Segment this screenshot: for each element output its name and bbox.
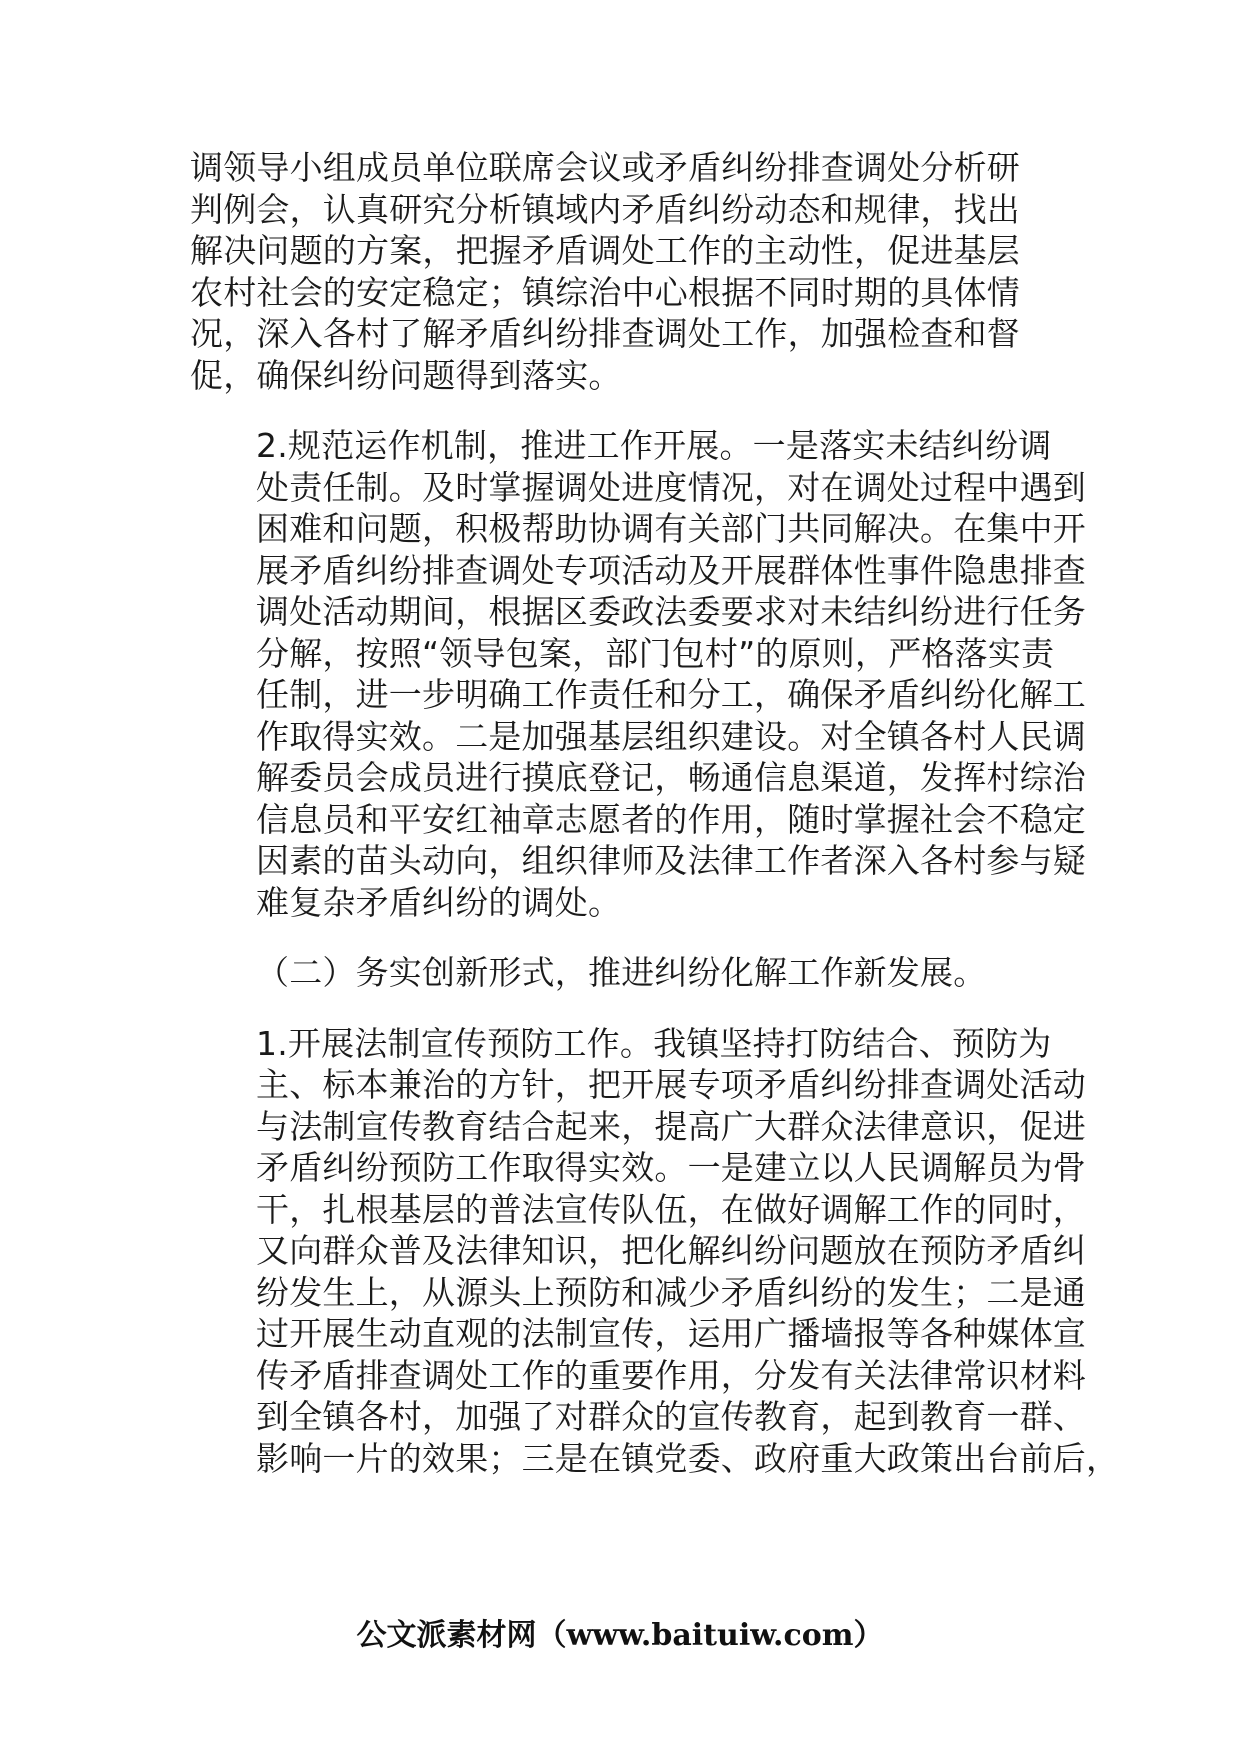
paragraph (190, 952, 1060, 994)
paragraph (190, 147, 1060, 396)
document-body (190, 147, 1120, 1508)
text-line: 解决问题的方案，把握矛盾调处工作的主动性，促进基层 (190, 231, 1020, 270)
text-line: 矛盾纠纷预防工作取得实效。一是建立以人民调解员为骨 (256, 1148, 1086, 1187)
footer-watermark: 公文派素材网（www.baituiw.com） (356, 1618, 884, 1653)
text-line: 展矛盾纠纷排查调处专项活动及开展群体性事件隐患排查 (256, 550, 1086, 590)
text-line: 困难和问题，积极帮助协调有关部门共同解决。在集中开 (256, 509, 1086, 548)
text-line: 调领导小组成员单位联席会议或矛盾纠纷排查调处分析研 (190, 148, 1020, 187)
text-line: 任制，进一步明确工作责任和分工，确保矛盾纠纷化解工 (256, 675, 1086, 714)
text-line: 影响一片的效果；三是在镇党委、政府重大政策出台前后， (256, 1438, 1120, 1478)
paragraph (190, 425, 1086, 923)
text-line: 主、标本兼治的方针，把开展专项矛盾纠纷排查调处活动 (256, 1065, 1086, 1104)
text-line: 与法制宣传教育结合起来，提高广大群众法律意识，促进 (256, 1106, 1086, 1146)
text-line: 因素的苗头动向，组织律师及法律工作者深入各村参与疑 (256, 841, 1086, 880)
text-line: 农村社会的安定稳定；镇综治中心根据不同时期的具体情 (190, 272, 1020, 312)
text-line: 调处活动期间，根据区委政法委要求对未结纠纷进行任务 (256, 592, 1086, 631)
text-line: （二）务实创新形式，推进纠纷化解工作新发展。 (256, 953, 987, 992)
text-line: 1.开展法制宣传预防工作。我镇坚持打防结合、预防为 (256, 1023, 1052, 1063)
paragraph (190, 1023, 1120, 1480)
text-line: 2.规范运作机制，推进工作开展。一是落实未结纠纷调 (256, 426, 1052, 465)
text-line: 过开展生动直观的法制宣传，运用广播墙报等各种媒体宣 (256, 1314, 1086, 1353)
text-line: 况，深入各村了解矛盾纠纷排查调处工作，加强检查和督 (190, 314, 1020, 353)
text-line: 处责任制。及时掌握调处进度情况，对在调处过程中遇到 (256, 467, 1086, 507)
text-line: 促，确保纠纷问题得到落实。 (190, 355, 622, 395)
text-line: 难复杂矛盾纠纷的调处。 (256, 882, 622, 922)
text-line: 解委员会成员进行摸底登记，畅通信息渠道，发挥村综治 (256, 758, 1086, 797)
text-line: 信息员和平安红袖章志愿者的作用，随时掌握社会不稳定 (256, 799, 1086, 839)
text-line: 传矛盾排查调处工作的重要作用，分发有关法律常识材料 (256, 1355, 1086, 1395)
text-line: 分解，按照“领导包案，部门包村”的原则，严格落实责 (256, 633, 1055, 673)
text-line: 纷发生上，从源头上预防和减少矛盾纠纷的发生；二是通 (256, 1272, 1086, 1312)
text-line: 到全镇各村，加强了对群众的宣传教育，起到教育一群、 (256, 1397, 1086, 1436)
text-line: 判例会，认真研究分析镇域内矛盾纠纷动态和规律，找出 (190, 189, 1020, 229)
text-line: 作取得实效。二是加强基层组织建设。对全镇各村人民调 (256, 716, 1086, 756)
text-line: 又向群众普及法律知识，把化解纠纷问题放在预防矛盾纠 (256, 1231, 1086, 1270)
text-line: 干，扎根基层的普法宣传队伍，在做好调解工作的同时， (256, 1189, 1086, 1229)
